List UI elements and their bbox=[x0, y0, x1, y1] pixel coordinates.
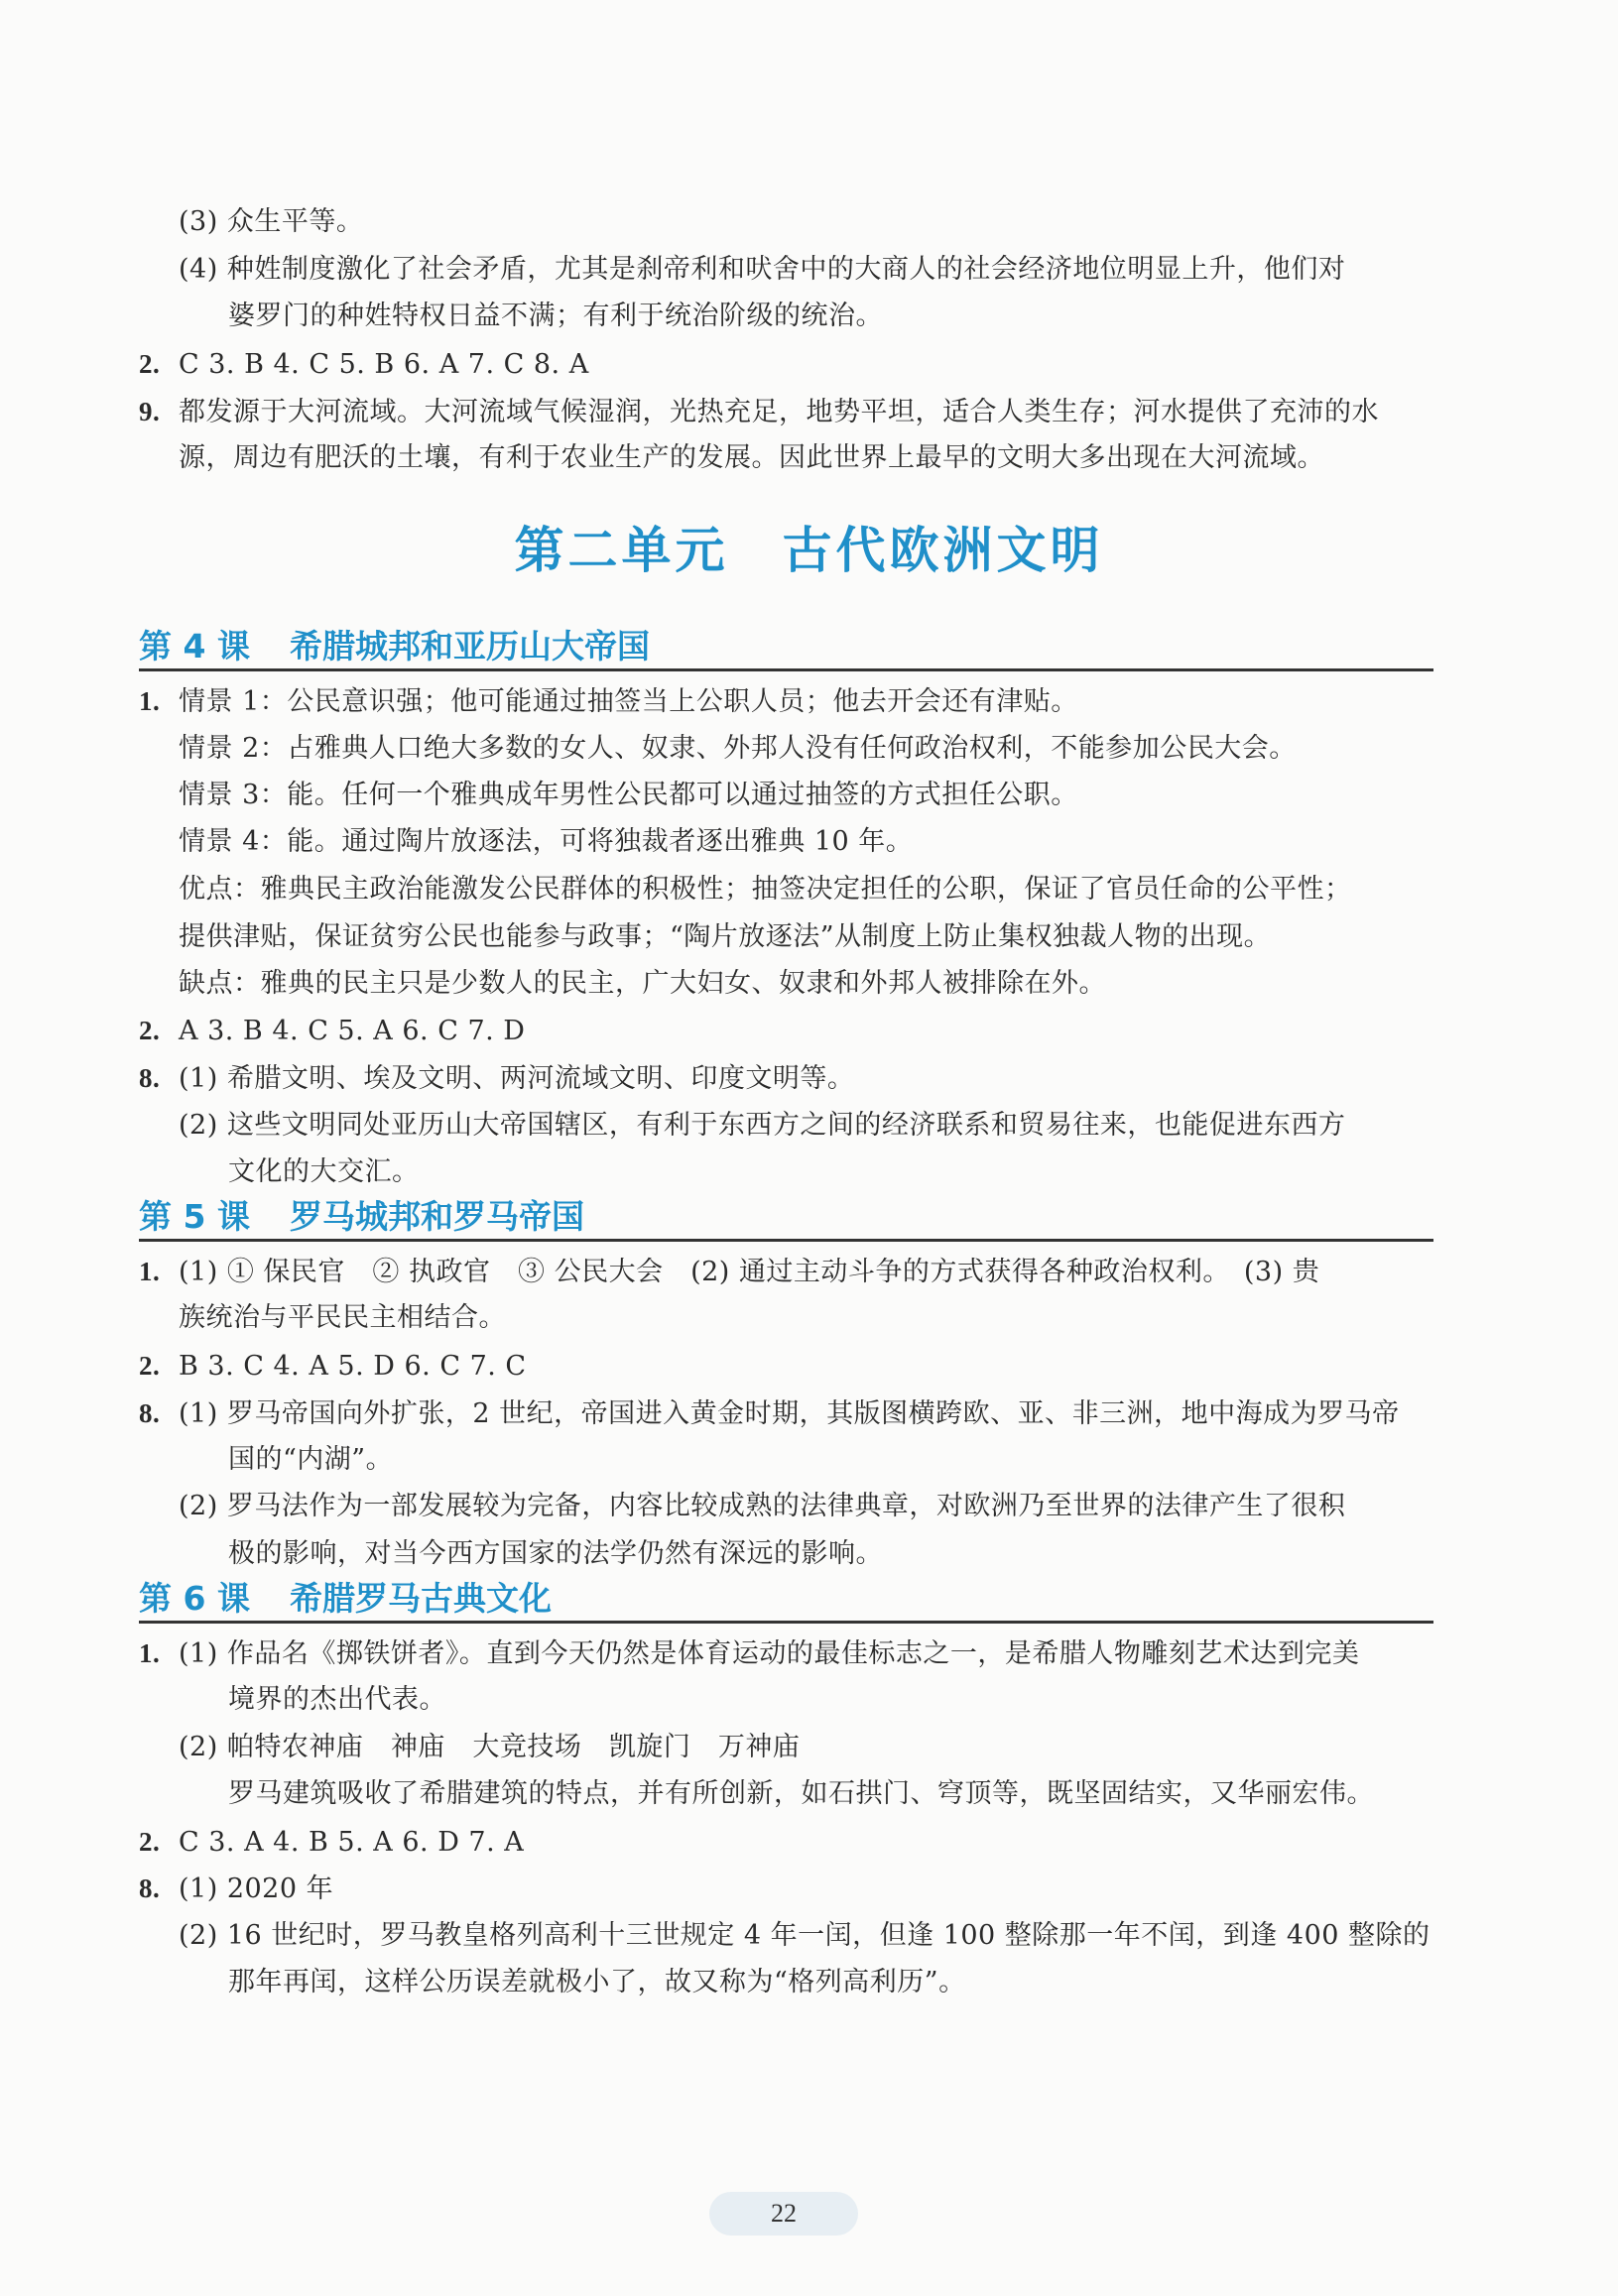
answer-line: 提供津贴，保证贫穷公民也能参与政事；“陶片放逐法”从制度上防止集权独裁人物的出现。 bbox=[179, 921, 1272, 952]
question-number: 9. bbox=[139, 397, 161, 426]
unit-title: 第二单元 古代欧洲文明 bbox=[514, 522, 1104, 579]
answer-text: (1) 2020 年 bbox=[179, 1873, 334, 1904]
answer-line bbox=[139, 1061, 854, 1096]
answer-text: (1) 罗马帝国向外扩张，2 世纪，帝国进入黄金时期，其版图横跨欧、亚、非三洲，地中海成为罗马帝 bbox=[179, 1398, 1400, 1429]
lesson-5-heading bbox=[139, 1195, 1433, 1242]
answer-line: (2) 16 世纪时，罗马教皇格列高利十三世规定 4 年一闰，但逢 100 整除那一年不闰，到逢 400 整除的 bbox=[179, 1920, 1431, 1951]
lesson-number: 第 5 课 bbox=[139, 1197, 250, 1236]
answer-line: (2) 帕特农神庙 神庙 大竞技场 凯旋门 万神庙 bbox=[179, 1732, 801, 1762]
answer-line: 境界的杰出代表。 bbox=[228, 1684, 446, 1715]
answer-line bbox=[139, 395, 1379, 429]
answer-line bbox=[139, 684, 1078, 719]
lesson-title: 希腊城邦和亚历山大帝国 bbox=[289, 627, 650, 665]
answer-text: (1) 希腊文明、埃及文明、两河流域文明、印度文明等。 bbox=[179, 1063, 855, 1094]
answer-line: 源，周边有肥沃的土壤，有利于农业生产的发展。因此世界上最早的文明大多出现在大河流域。 bbox=[179, 442, 1324, 473]
answer-line: 情景 3：能。任何一个雅典成年男性公民都可以通过抽签的方式担任公职。 bbox=[179, 780, 1078, 810]
question-number: 8. bbox=[139, 1398, 161, 1428]
question-number: 2. bbox=[139, 1351, 161, 1381]
answer-line bbox=[139, 1636, 1359, 1671]
answer-line: 婆罗门的种姓特权日益不满；有利于统治阶级的统治。 bbox=[228, 301, 883, 331]
answer-line bbox=[139, 347, 589, 382]
question-number: 1. bbox=[139, 686, 161, 716]
answer-line: 那年再闰，这样公历误差就极小了，故又称为“格列高利历”。 bbox=[228, 1967, 966, 1997]
answer-text: A 3. B 4. C 5. A 6. C 7. D bbox=[179, 1016, 526, 1046]
question-number: 8. bbox=[139, 1063, 161, 1093]
lesson-number: 第 4 课 bbox=[139, 627, 250, 665]
answer-line: (4) 种姓制度激化了社会矛盾，尤其是刹帝利和吠舍中的大商人的社会经济地位明显上升，他们对 bbox=[179, 254, 1346, 285]
page-number: 22 bbox=[709, 2192, 858, 2236]
question-number: 2. bbox=[139, 1016, 161, 1045]
answer-line: 国的“内湖”。 bbox=[228, 1444, 394, 1475]
answer-line: 情景 4：能。通过陶片放逐法，可将独裁者逐出雅典 10 年。 bbox=[179, 826, 914, 857]
answer-text: B 3. C 4. A 5. D 6. C 7. C bbox=[179, 1351, 527, 1382]
answer-line bbox=[139, 1255, 1319, 1289]
answer-line: 情景 2：占雅典人口绝大多数的女人、奴隶、外邦人没有任何政治权利，不能参加公民大会。 bbox=[179, 733, 1297, 764]
answer-text: 都发源于大河流域。大河流域气候湿润，光热充足，地势平坦，适合人类生存；河水提供了充沛的水 bbox=[179, 397, 1379, 427]
answer-line bbox=[139, 1396, 1400, 1431]
lesson-number: 第 6 课 bbox=[139, 1579, 250, 1618]
answer-line bbox=[139, 1349, 527, 1384]
answer-text: (1) ① 保民官 ② 执政官 ③ 公民大会 (2) 通过主动斗争的方式获得各种政治权利。 (3) 贵 bbox=[179, 1257, 1320, 1287]
answer-text: 情景 1：公民意识强；他可能通过抽签当上公职人员；他去开会还有津贴。 bbox=[179, 686, 1078, 717]
lesson-4-heading bbox=[139, 625, 1433, 671]
question-number: 1. bbox=[139, 1257, 161, 1286]
answer-text: C 3. A 4. B 5. A 6. D 7. A bbox=[179, 1827, 525, 1858]
answer-line: 优点：雅典民主政治能激发公民群体的积极性；抽签决定担任的公职，保证了官员任命的公平性； bbox=[179, 874, 1352, 905]
answer-text: C 3. B 4. C 5. B 6. A 7. C 8. A bbox=[179, 349, 589, 380]
answer-line: 缺点：雅典的民主只是少数人的民主，广大妇女、奴隶和外邦人被排除在外。 bbox=[179, 968, 1106, 999]
lesson-6-heading bbox=[139, 1577, 1433, 1624]
answer-line bbox=[139, 1014, 525, 1048]
answer-line: (2) 罗马法作为一部发展较为完备，内容比较成熟的法律典章，对欧洲乃至世界的法律产生了很积 bbox=[179, 1491, 1346, 1521]
question-number: 8. bbox=[139, 1873, 161, 1903]
answer-line: 文化的大交汇。 bbox=[228, 1156, 420, 1187]
answer-line bbox=[139, 1825, 524, 1860]
answer-line: 族统治与平民民主相结合。 bbox=[179, 1302, 506, 1333]
lesson-title: 罗马城邦和罗马帝国 bbox=[289, 1197, 584, 1236]
question-number: 2. bbox=[139, 1827, 161, 1857]
question-number: 2. bbox=[139, 349, 161, 379]
lesson-title: 希腊罗马古典文化 bbox=[289, 1579, 552, 1618]
answer-line: (2) 这些文明同处亚历山大帝国辖区，有利于东西方之间的经济联系和贸易往来，也能促进东西方 bbox=[179, 1110, 1346, 1141]
answer-line: 极的影响，对当今西方国家的法学仍然有深远的影响。 bbox=[228, 1538, 883, 1569]
question-number: 1. bbox=[139, 1638, 161, 1668]
answer-line bbox=[139, 1872, 333, 1906]
answer-text: (1) 作品名《掷铁饼者》。直到今天仍然是体育运动的最佳标志之一，是希腊人物雕刻艺术达到完美 bbox=[179, 1638, 1360, 1669]
answer-line: (3) 众生平等。 bbox=[179, 206, 364, 237]
answer-line: 罗马建筑吸收了希腊建筑的特点，并有所创新，如石拱门、穹顶等，既坚固结实，又华丽宏伟。 bbox=[228, 1778, 1374, 1809]
